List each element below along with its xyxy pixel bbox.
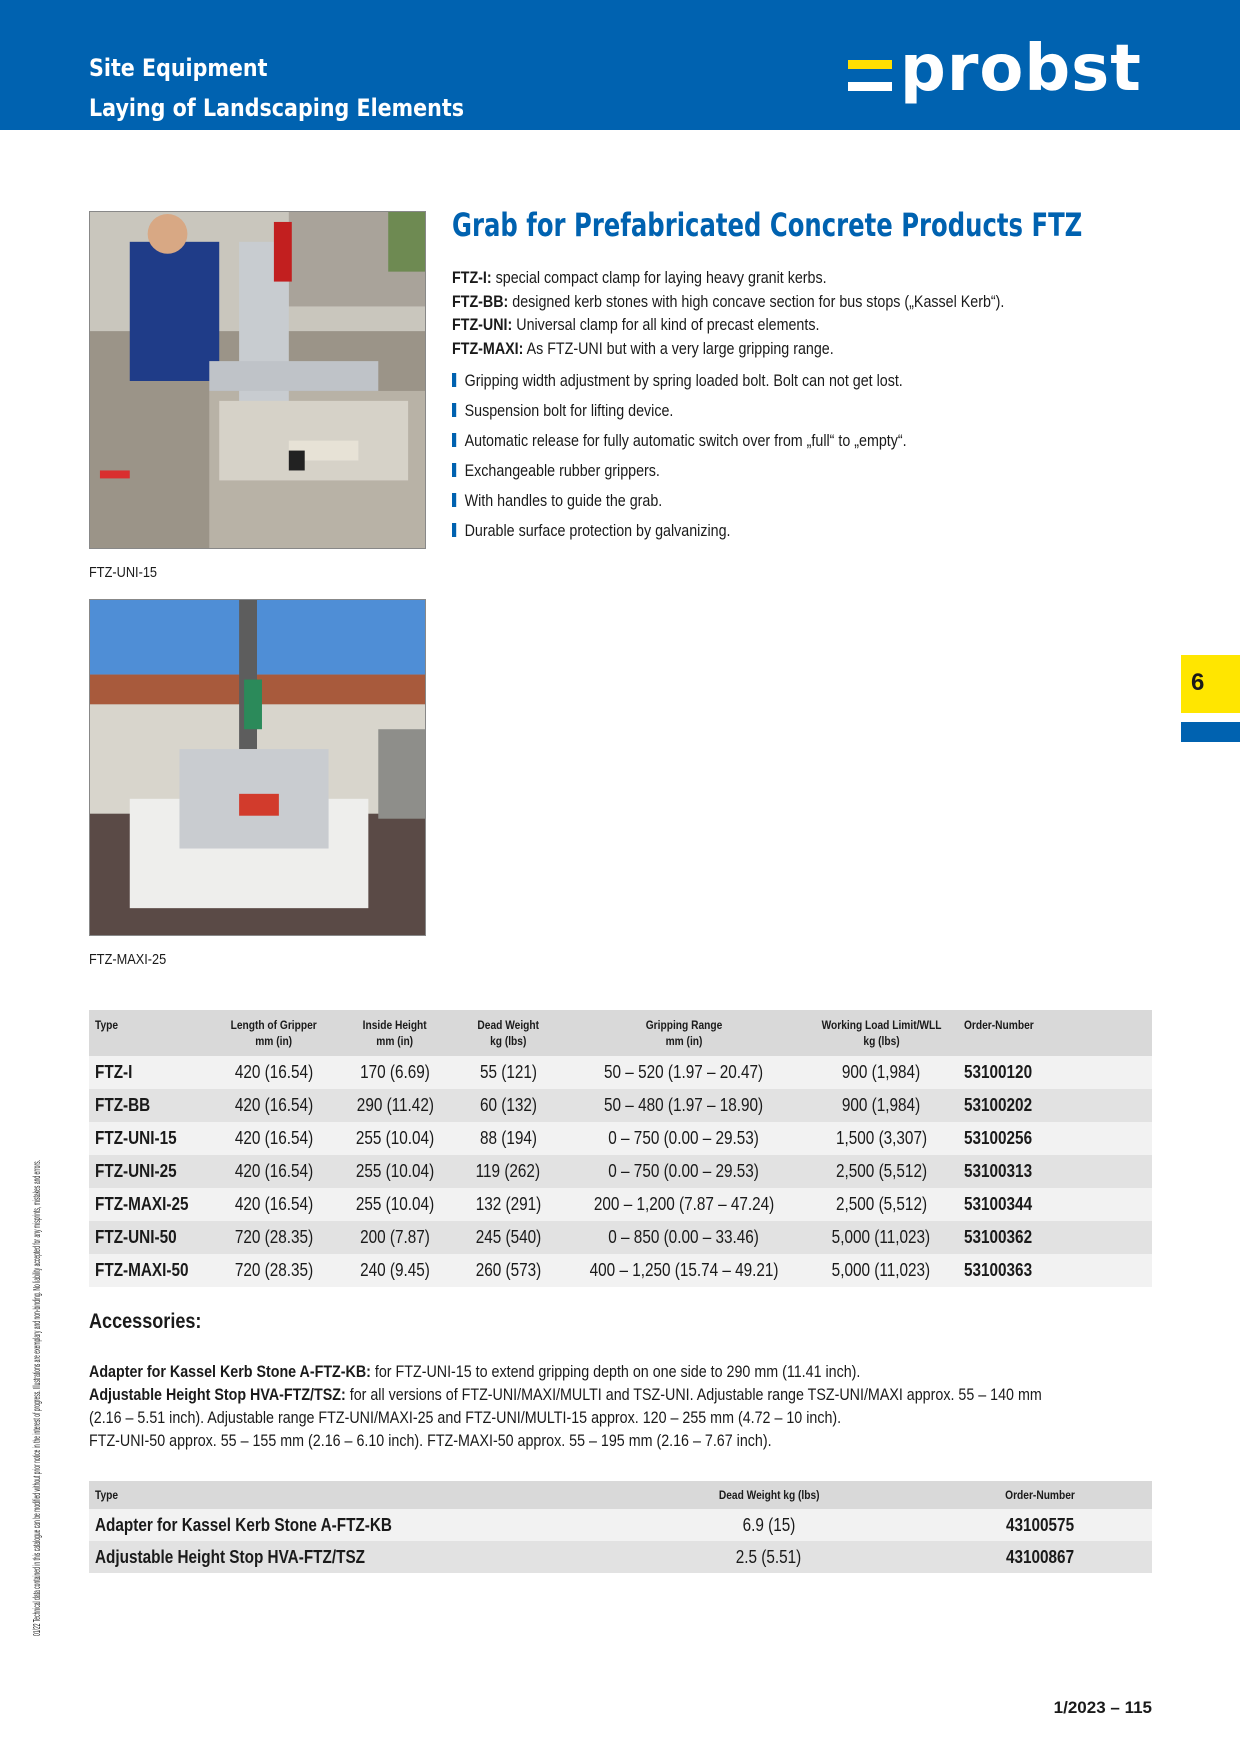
accessories-description bbox=[89, 1360, 1131, 1452]
table-cell: FTZ-UNI-15 bbox=[89, 1122, 211, 1155]
acc-col-header-type: Type bbox=[89, 1481, 609, 1509]
intro-text: Universal clamp for all kind of precast elements. bbox=[512, 315, 820, 334]
table-row bbox=[89, 1056, 1152, 1089]
photo-ftz-maxi-25 bbox=[89, 599, 426, 936]
table-cell: FTZ-UNI-50 bbox=[89, 1221, 211, 1254]
header-line-2: Laying of Landscaping Elements bbox=[89, 94, 465, 122]
page-number: 1/2023 – 115 bbox=[1053, 1698, 1152, 1717]
table-cell: 170 (6.69) bbox=[336, 1056, 453, 1089]
page-header bbox=[0, 0, 1240, 130]
table-cell: 420 (16.54) bbox=[211, 1188, 336, 1221]
logo-wordmark: probst bbox=[900, 32, 1142, 106]
table-cell: Adjustable Height Stop HVA-FTZ/TSZ bbox=[89, 1541, 609, 1573]
section-tab-bar bbox=[1181, 722, 1240, 742]
feature-list bbox=[452, 366, 907, 546]
intro-line-ftz-uni bbox=[452, 313, 1040, 337]
accessories-table bbox=[89, 1481, 1152, 1573]
table-row bbox=[89, 1541, 1152, 1573]
table-cell: FTZ-BB bbox=[89, 1089, 211, 1122]
table-cell: FTZ-I bbox=[89, 1056, 211, 1089]
table-cell: 0 – 850 (0.00 – 33.46) bbox=[563, 1221, 805, 1254]
table-cell: 260 (573) bbox=[454, 1254, 563, 1287]
logo-bar-white bbox=[848, 82, 892, 91]
table-cell: 2,500 (5,512) bbox=[805, 1155, 958, 1188]
col-header-wll: Working Load Limit/WLL kg (lbs) bbox=[805, 1010, 958, 1056]
accessory-desc-continued: FTZ-UNI-50 approx. 55 – 155 mm (2.16 – 6.10 inch). FTZ-MAXI-50 approx. 55 – 195 mm (2.16 – 7.67 inch). bbox=[89, 1431, 772, 1450]
table-cell: 50 – 480 (1.97 – 18.90) bbox=[563, 1089, 805, 1122]
table-cell: 420 (16.54) bbox=[211, 1089, 336, 1122]
table-cell: 53100256 bbox=[958, 1122, 1152, 1155]
accessory-desc-adapter bbox=[89, 1360, 1131, 1383]
table-cell: 245 (540) bbox=[454, 1221, 563, 1254]
table-row bbox=[89, 1254, 1152, 1287]
table-cell: 900 (1,984) bbox=[805, 1056, 958, 1089]
intro-line-ftz-maxi bbox=[452, 337, 1040, 361]
table-cell: 0 – 750 (0.00 – 29.53) bbox=[563, 1155, 805, 1188]
table-cell: 55 (121) bbox=[454, 1056, 563, 1089]
intro-text: As FTZ-UNI but with a very large gripping range. bbox=[523, 338, 834, 358]
table-cell: FTZ-MAXI-50 bbox=[89, 1254, 211, 1287]
table-cell: Adapter for Kassel Kerb Stone A-FTZ-KB bbox=[89, 1509, 609, 1541]
table-cell: 400 – 1,250 (15.74 – 49.21) bbox=[563, 1254, 805, 1287]
photo-caption-1: FTZ-UNI-15 bbox=[89, 564, 157, 581]
accessory-label: Adapter for Kassel Kerb Stone A-FTZ-KB: bbox=[89, 1362, 371, 1381]
table-cell: 200 (7.87) bbox=[336, 1221, 453, 1254]
table-cell: 720 (28.35) bbox=[211, 1221, 336, 1254]
table-cell: 240 (9.45) bbox=[336, 1254, 453, 1287]
table-cell: 5,000 (11,023) bbox=[805, 1221, 958, 1254]
table-cell: 420 (16.54) bbox=[211, 1056, 336, 1089]
feature-item: Durable surface protection by galvanizing. bbox=[452, 516, 907, 546]
table-cell: 255 (10.04) bbox=[336, 1188, 453, 1221]
intro-label: FTZ-UNI: bbox=[452, 315, 513, 334]
intro-label: FTZ-BB: bbox=[452, 291, 509, 311]
acc-col-header-order: Order-Number bbox=[929, 1481, 1152, 1509]
feature-item: With handles to guide the grab. bbox=[452, 486, 907, 516]
feature-item: Gripping width adjustment by spring loaded bolt. Bolt can not get lost. bbox=[452, 366, 907, 396]
table-cell: 720 (28.35) bbox=[211, 1254, 336, 1287]
table-cell: 0 – 750 (0.00 – 29.53) bbox=[563, 1122, 805, 1155]
table-cell: 53100313 bbox=[958, 1155, 1152, 1188]
specs-table-header bbox=[89, 1010, 1152, 1056]
table-row bbox=[89, 1155, 1152, 1188]
photo-ftz-uni-15 bbox=[89, 211, 426, 549]
col-header-dead-weight: Dead Weight kg (lbs) bbox=[454, 1010, 563, 1056]
feature-item: Exchangeable rubber grippers. bbox=[452, 456, 907, 486]
accessory-text: for FTZ-UNI-15 to extend gripping depth on one side to 290 mm (11.41 inch). bbox=[370, 1362, 861, 1381]
table-row bbox=[89, 1122, 1152, 1155]
specs-table bbox=[89, 1010, 1152, 1287]
accessories-table-header bbox=[89, 1481, 1152, 1509]
col-header-gripping-range: Gripping Range mm (in) bbox=[563, 1010, 805, 1056]
header-line-1: Site Equipment bbox=[89, 54, 268, 82]
logo-bar-yellow bbox=[848, 60, 892, 69]
intro-text: special compact clamp for laying heavy granit kerbs. bbox=[491, 268, 827, 287]
table-cell: 132 (291) bbox=[454, 1188, 563, 1221]
header-title bbox=[89, 48, 464, 128]
feature-item: Automatic release for fully automatic switch over from „full“ to „empty“. bbox=[452, 426, 907, 456]
table-cell: 119 (262) bbox=[454, 1155, 563, 1188]
table-cell: 60 (132) bbox=[454, 1089, 563, 1122]
col-header-length: Length of Gripper mm (in) bbox=[211, 1010, 336, 1056]
table-cell: 1,500 (3,307) bbox=[805, 1122, 958, 1155]
product-intro bbox=[452, 266, 1040, 360]
product-title: Grab for Prefabricated Concrete Products FTZ bbox=[452, 206, 1083, 244]
table-cell: 420 (16.54) bbox=[211, 1155, 336, 1188]
table-cell: 53100202 bbox=[958, 1089, 1152, 1122]
table-cell: FTZ-MAXI-25 bbox=[89, 1188, 211, 1221]
table-cell: 53100362 bbox=[958, 1221, 1152, 1254]
table-cell: 88 (194) bbox=[454, 1122, 563, 1155]
col-header-type: Type bbox=[89, 1010, 211, 1056]
table-cell: 53100344 bbox=[958, 1188, 1152, 1221]
intro-label: FTZ-MAXI: bbox=[452, 338, 524, 358]
photo-ftz-uni-15-image bbox=[90, 212, 425, 548]
table-cell: 2.5 (5.51) bbox=[609, 1541, 929, 1573]
feature-item: Suspension bolt for lifting device. bbox=[452, 396, 907, 426]
table-row bbox=[89, 1221, 1152, 1254]
section-tab: 6 bbox=[1181, 655, 1240, 713]
table-cell: 53100363 bbox=[958, 1254, 1152, 1287]
table-cell: 255 (10.04) bbox=[336, 1122, 453, 1155]
accessory-text: for all versions of FTZ-UNI/MAXI/MULTI and TSZ-UNI. Adjustable range TSZ-UNI/MAXI approx. 55 – 140 mm bbox=[345, 1385, 1042, 1404]
table-cell: 2,500 (5,512) bbox=[805, 1188, 958, 1221]
probst-logo bbox=[848, 32, 1158, 106]
table-cell: 5,000 (11,023) bbox=[805, 1254, 958, 1287]
table-cell: 200 – 1,200 (7.87 – 47.24) bbox=[563, 1188, 805, 1221]
table-cell: 43100867 bbox=[929, 1541, 1152, 1573]
accessory-desc-height-stop bbox=[89, 1383, 1131, 1406]
table-cell: 900 (1,984) bbox=[805, 1089, 958, 1122]
accessory-label: Adjustable Height Stop HVA-FTZ/TSZ: bbox=[89, 1385, 346, 1404]
photo-ftz-maxi-25-image bbox=[90, 600, 425, 935]
intro-text: designed kerb stones with high concave section for bus stops („Kassel Kerb“). bbox=[508, 291, 1005, 311]
accessory-desc-continued: (2.16 – 5.51 inch). Adjustable range FTZ-UNI/MAXI-25 and FTZ-UNI/MULTI-15 approx. 120 – 255 mm (4.72 – 10 inch). bbox=[89, 1408, 842, 1427]
side-disclaimer-text: 01/22 Technical data contained in this catalogue can be modified without prior notice in the interest of progress. Illustrations are exemplary and non-binding. No liability accepted for any misprints, mistakes and errors. bbox=[32, 1160, 43, 1636]
table-cell: FTZ-UNI-25 bbox=[89, 1155, 211, 1188]
col-header-order-number: Order-Number bbox=[958, 1010, 1152, 1056]
table-cell: 6.9 (15) bbox=[609, 1509, 929, 1541]
accessories-title: Accessories: bbox=[89, 1310, 202, 1333]
table-cell: 290 (11.42) bbox=[336, 1089, 453, 1122]
table-cell: 53100120 bbox=[958, 1056, 1152, 1089]
photo-caption-2: FTZ-MAXI-25 bbox=[89, 951, 167, 968]
intro-label: FTZ-I: bbox=[452, 268, 492, 287]
side-disclaimer bbox=[32, 836, 43, 1636]
table-cell: 43100575 bbox=[929, 1509, 1152, 1541]
table-cell: 50 – 520 (1.97 – 20.47) bbox=[563, 1056, 805, 1089]
table-row bbox=[89, 1188, 1152, 1221]
intro-line-ftz-bb bbox=[452, 290, 1040, 314]
table-cell: 420 (16.54) bbox=[211, 1122, 336, 1155]
table-row bbox=[89, 1089, 1152, 1122]
col-header-inside-height: Inside Height mm (in) bbox=[336, 1010, 453, 1056]
table-cell: 255 (10.04) bbox=[336, 1155, 453, 1188]
intro-line-ftz-i bbox=[452, 266, 1040, 290]
acc-col-header-weight: Dead Weight kg (lbs) bbox=[609, 1481, 929, 1509]
table-row bbox=[89, 1509, 1152, 1541]
